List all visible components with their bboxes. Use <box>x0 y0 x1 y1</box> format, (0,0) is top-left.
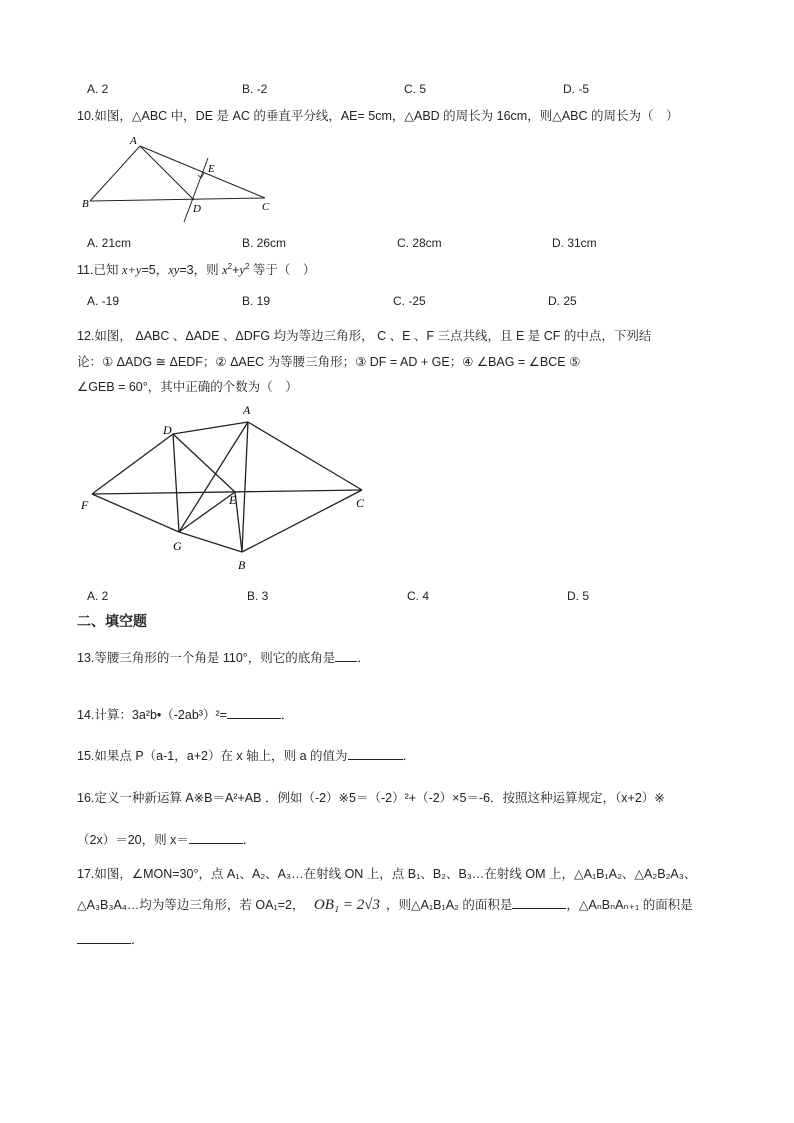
q15-text: 15.如果点 P（a-1，a+2）在 x 轴上，则 a 的值为 ． <box>77 749 416 763</box>
q15-blank[interactable] <box>348 747 403 760</box>
q12-label-c: C <box>356 496 365 510</box>
q10-label-c: C <box>262 201 270 213</box>
q17-line-3: ． <box>77 930 144 948</box>
q14-text: 14.计算：3a²b•（-2ab³）²= ． <box>77 708 294 722</box>
q10-label-b: B <box>82 198 89 210</box>
q16-line-2: （2x）＝20，则 x＝ ． <box>77 833 256 847</box>
q11-option-b: B. 19 <box>242 294 271 308</box>
q17-line-2: △A₃B₃A₄…均为等边三角形，若 OA₁=2， OB₁ = 2√3 ，则△A₁B₁A₂ 的面积是 ，△AₙBₙAₙ₊₁ 的面积是 <box>77 897 693 913</box>
q16-line-1: 16.定义一种新运算 A※B＝A²+AB ．例如（-2）※5＝（-2）²+（-2）×5＝-6．按照这种运算规定，（x+2）※ <box>77 791 665 805</box>
q9-option-b: B. -2 <box>242 82 268 96</box>
q12-label-f: F <box>81 498 89 512</box>
q12-line-3: ∠GEB = 60°，其中正确的个数为（ ） <box>77 380 298 394</box>
q13-blank[interactable] <box>335 649 357 662</box>
q11-option-d: D. 25 <box>548 294 577 308</box>
section-title-fill-in: 二、填空题 <box>77 613 147 629</box>
q10-label-d: D <box>193 203 201 215</box>
q12-label-e: E <box>229 493 237 507</box>
q12-segment-ge <box>179 492 235 532</box>
q16-blank[interactable] <box>189 831 243 844</box>
q13-text: 13.等腰三角形的一个角是 110°，则它的底角是 ． <box>77 651 370 665</box>
q12-segment-da <box>173 422 248 434</box>
q17-line-1: 17.如图，∠MON=30°，点 A₁、A₂、A₃…在射线 ON 上，点 B₁、B₂、B₃…在射线 OM 上，△A₁B₁A₂、△A₂B₂A₃、 <box>77 867 697 881</box>
q10-side-bc <box>90 198 265 201</box>
q12-option-d: D. 5 <box>567 589 590 603</box>
q12-segment-fg <box>92 494 179 532</box>
q10-side-ab <box>90 146 140 201</box>
q12-segment-cb <box>242 490 362 552</box>
q12-option-c: C. 4 <box>407 589 430 603</box>
q10-option-d: D. 31cm <box>552 236 597 250</box>
q10-segment-ad <box>140 146 194 200</box>
q12-line-2: 论：① ΔADG ≅ ΔEDF；② ΔAEC 为等腰三角形；③ DF = AD + GE；④ ∠BAG = ∠BCE ⑤ <box>77 355 581 369</box>
q11-text: 11.已知 x+y=5，xy=3，则 $x^2+y^2$ 等于（ ） <box>77 261 316 277</box>
q11-option-a: A. -19 <box>87 294 120 308</box>
q12-segment-gb <box>179 532 242 552</box>
q9-option-d: D. -5 <box>563 82 590 96</box>
q12-line-1: 12.如图， ΔABC 、ΔADE 、ΔDFG 均为等边三角形， C 、E 、F 三点共线，且 E 是 CF 的中点，下列结 <box>77 329 652 343</box>
q12-option-b: B. 3 <box>247 589 269 603</box>
q12-segment-de <box>173 434 235 492</box>
q10-option-a: A. 21cm <box>87 236 132 250</box>
q17-ob1-formula: OB₁ = 2√3 <box>313 897 380 913</box>
q12-segment-ac <box>248 422 362 490</box>
q12-label-b: B <box>238 558 246 572</box>
q12-label-d: D <box>163 423 172 437</box>
q12-segment-ab <box>242 422 248 552</box>
q12-label-a: A <box>243 403 251 417</box>
q12-option-a: A. 2 <box>87 589 109 603</box>
q12-segment-dg <box>173 434 179 532</box>
q14-blank[interactable] <box>227 706 281 719</box>
q12-figure <box>75 398 375 576</box>
q9-option-a: A. 2 <box>87 82 109 96</box>
q17-blank-2[interactable] <box>77 931 131 944</box>
q10-label-a: A <box>130 135 137 147</box>
q17-blank-1[interactable] <box>512 896 566 909</box>
q10-label-e: E <box>208 163 215 175</box>
q10-option-c: C. 28cm <box>397 236 442 250</box>
q10-text: 10.如图，△ABC 中，DE 是 AC 的垂直平分线，AE= 5cm，△ABD 的周长为 16cm，则△ABC 的周长为（ ） <box>77 109 679 123</box>
q12-segment-fd <box>92 434 173 494</box>
q10-figure <box>80 130 280 225</box>
q10-option-b: B. 26cm <box>242 236 287 250</box>
q11-option-c: C. -25 <box>393 294 426 308</box>
q12-segment-fc <box>92 490 362 494</box>
q12-label-g: G <box>173 539 182 553</box>
q9-option-c: C. 5 <box>404 82 427 96</box>
